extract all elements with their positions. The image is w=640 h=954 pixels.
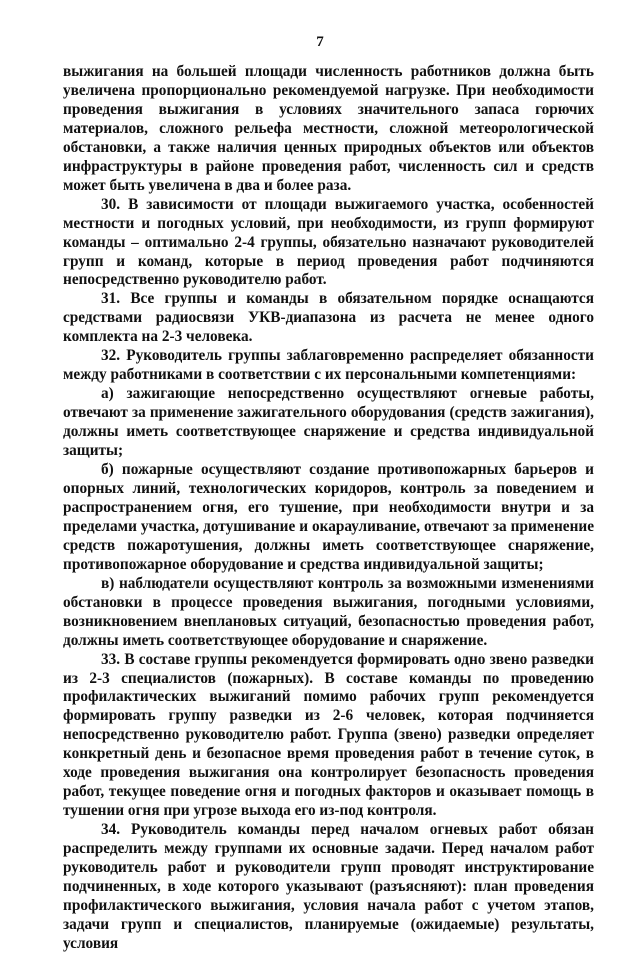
paragraph-31: 31. Все группы и команды в обязательном порядке оснащаются средствами радиосвязи УКВ-диапазона из расчета не менее одного комплекта на 2-3 человека. — [63, 290, 594, 346]
paragraph-32: 32. Руководитель группы заблаговременно распределяет обязанности между работниками в соответствии с их персональными компетенциями: — [63, 347, 594, 384]
paragraph-30: 30. В зависимости от площади выжигаемого участка, особенностей местности и погодных условий, при необходимости, из групп формируют команды – оптимально 2-4 группы, обязательно назначают руководителей групп и команд, которые в период проведения работ подчиняются непосредственно руководителю работ. — [63, 195, 594, 289]
paragraph-continuation: выжигания на большей площади численность работников должна быть увеличена пропорционально рекомендуемой нагрузке. При необходимости проведения выжигания в условиях значительного запаса горючих материалов, сложного рельефа местности, сложной метеорологической обстановки, а также наличия ценных природных объектов или объектов инфраструктуры в районе проведения работ, численность сил и средств может быть увеличена в два и более раза. — [63, 63, 594, 194]
paragraph-32-a: а) зажигающие непосредственно осуществляют огневые работы, отвечают за применение зажигательного оборудования (средств зажигания), должны иметь соответствующее снаряжение и средства индивидуальной защиты; — [63, 385, 594, 460]
paragraph-32-v: в) наблюдатели осуществляют контроль за возможными изменениями обстановки в процессе проведения выжигания, погодными условиями, возникновением внеплановых ситуаций, безопасностью проведения работ, должны иметь соответствующее оборудование и снаряжение. — [63, 574, 594, 649]
paragraph-32-b: б) пожарные осуществляют создание противопожарных барьеров и опорных линий, технологических коридоров, контроль за поведением и распространением огня, его тушение, при необходимости внутри и за пределами участка, дотушивание и окарауливание, отвечают за применение средств пожаротушения, должны иметь соответствующее снаряжение, противопожарное оборудование и средства индивидуальной защиты; — [63, 461, 594, 573]
paragraph-33: 33. В составе группы рекомендуется формировать одно звено разведки из 2-3 специалистов (пожарных). В составе команды по проведению профилактических выжиганий помимо рабочих групп рекомендуется формировать группу разведки из 2-6 человек, которая подчиняется непосредственно руководителю работ. Группа (звено) разведки определяет конкретный день и безопасное время проведения работ в течение суток, в ходе проведения выжигания она контролирует безопасность проведения работ, текущее поведение огня и погодных факторов и оказывает помощь в тушении огня при угрозе выхода его из-под контроля. — [63, 650, 594, 820]
page-number: 7 — [316, 34, 324, 50]
paragraph-34: 34. Руководитель команды перед началом огневых работ обязан распределить между группами их основные задачи. Перед началом работ руководитель работ и руководители групп проводят инструктирование подчиненных, в ходе которого указывают (разъясняют): план проведения профилактического выжигания, условия начала работ с учетом этапов, задачи групп и специалистов, планируемые (ожидаемые) результаты, условия — [63, 821, 594, 952]
body-text — [63, 63, 594, 954]
